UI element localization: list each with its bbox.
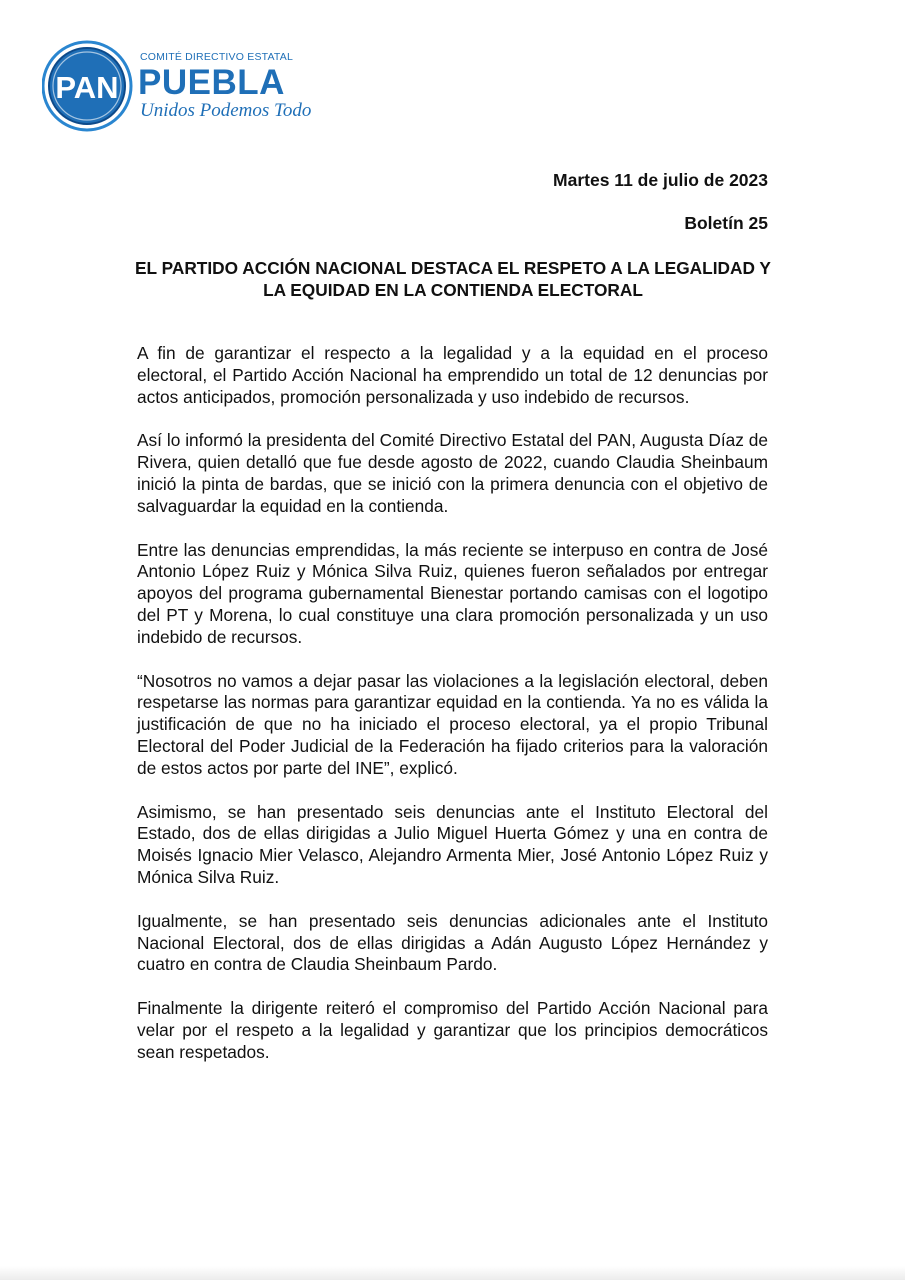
logo-top-line: COMITÉ DIRECTIVO ESTATAL bbox=[140, 51, 293, 63]
body-paragraph: Entre las denuncias emprendidas, la más reciente se interpuso en contra de José Antonio López Ruiz y Mónica Silva Ruiz, quienes fueron señalados por entregar apoyos del programa gubernamental Bienestar portando camisas con el logotipo del PT y Morena, lo cual constituye una clara promoción personalizada y un uso indebido de recursos. bbox=[137, 539, 768, 647]
bulletin-number: Boletín 25 bbox=[684, 213, 768, 233]
body-paragraph: Así lo informó la presidenta del Comité Directivo Estatal del PAN, Augusta Díaz de Rivera, quien detalló que fue desde agosto de 2022, cuando Claudia Sheinbaum inició la pinta de bardas, que se inició con la primera denuncia con el objetivo de salvaguardar la equidad en la contienda. bbox=[137, 430, 768, 516]
logo-slogan: Unidos Podemos Todo bbox=[140, 100, 312, 121]
logo-badge-text: PAN bbox=[55, 70, 119, 105]
body-paragraph: Asimismo, se han presentado seis denuncias ante el Instituto Electoral del Estado, dos de ellas dirigidas a Julio Miguel Huerta Gómez y una en contra de Moisés Ignacio Mier Velasco, Alejandro Armenta Mier, José Antonio López Ruiz y Mónica Silva Ruiz. bbox=[137, 801, 768, 887]
body-paragraph: Finalmente la dirigente reiteró el compromiso del Partido Acción Nacional para velar por el respeto a la legalidad y garantizar que los principios democráticos sean respetados. bbox=[137, 998, 768, 1062]
logo-state-name: PUEBLA bbox=[138, 63, 285, 102]
page-bottom-edge bbox=[0, 1266, 905, 1280]
pan-logo-graphic bbox=[42, 40, 312, 132]
body-paragraph: Igualmente, se han presentado seis denuncias adicionales ante el Instituto Nacional Electoral, dos de ellas dirigidas a Adán Augusto López Hernández y cuatro en contra de Claudia Sheinbaum Pardo. bbox=[137, 910, 768, 975]
press-release-headline: EL PARTIDO ACCIÓN NACIONAL DESTACA EL RESPETO A LA LEGALIDAD Y LA EQUIDAD EN LA CONTIENDA ELECTORAL bbox=[135, 258, 771, 300]
press-release-body bbox=[137, 343, 768, 1086]
body-paragraph: A fin de garantizar el respecto a la legalidad y a la equidad en el proceso electoral, el Partido Acción Nacional ha emprendido un total de 12 denuncias por actos anticipados, promoción personalizada y uso indebido de recursos. bbox=[137, 343, 768, 407]
pan-puebla-logo bbox=[42, 40, 312, 132]
document-date: Martes 11 de julio de 2023 bbox=[553, 170, 768, 190]
body-paragraph: “Nosotros no vamos a dejar pasar las violaciones a la legislación electoral, deben respetarse las normas para garantizar equidad en la contienda. Ya no es válida la justificación de que no ha iniciado el proceso electoral, ya el propio Tribunal Electoral del Poder Judicial de la Federación ha fijado criterios para la valoración de estos actos por parte del INE”, explicó. bbox=[137, 670, 768, 778]
